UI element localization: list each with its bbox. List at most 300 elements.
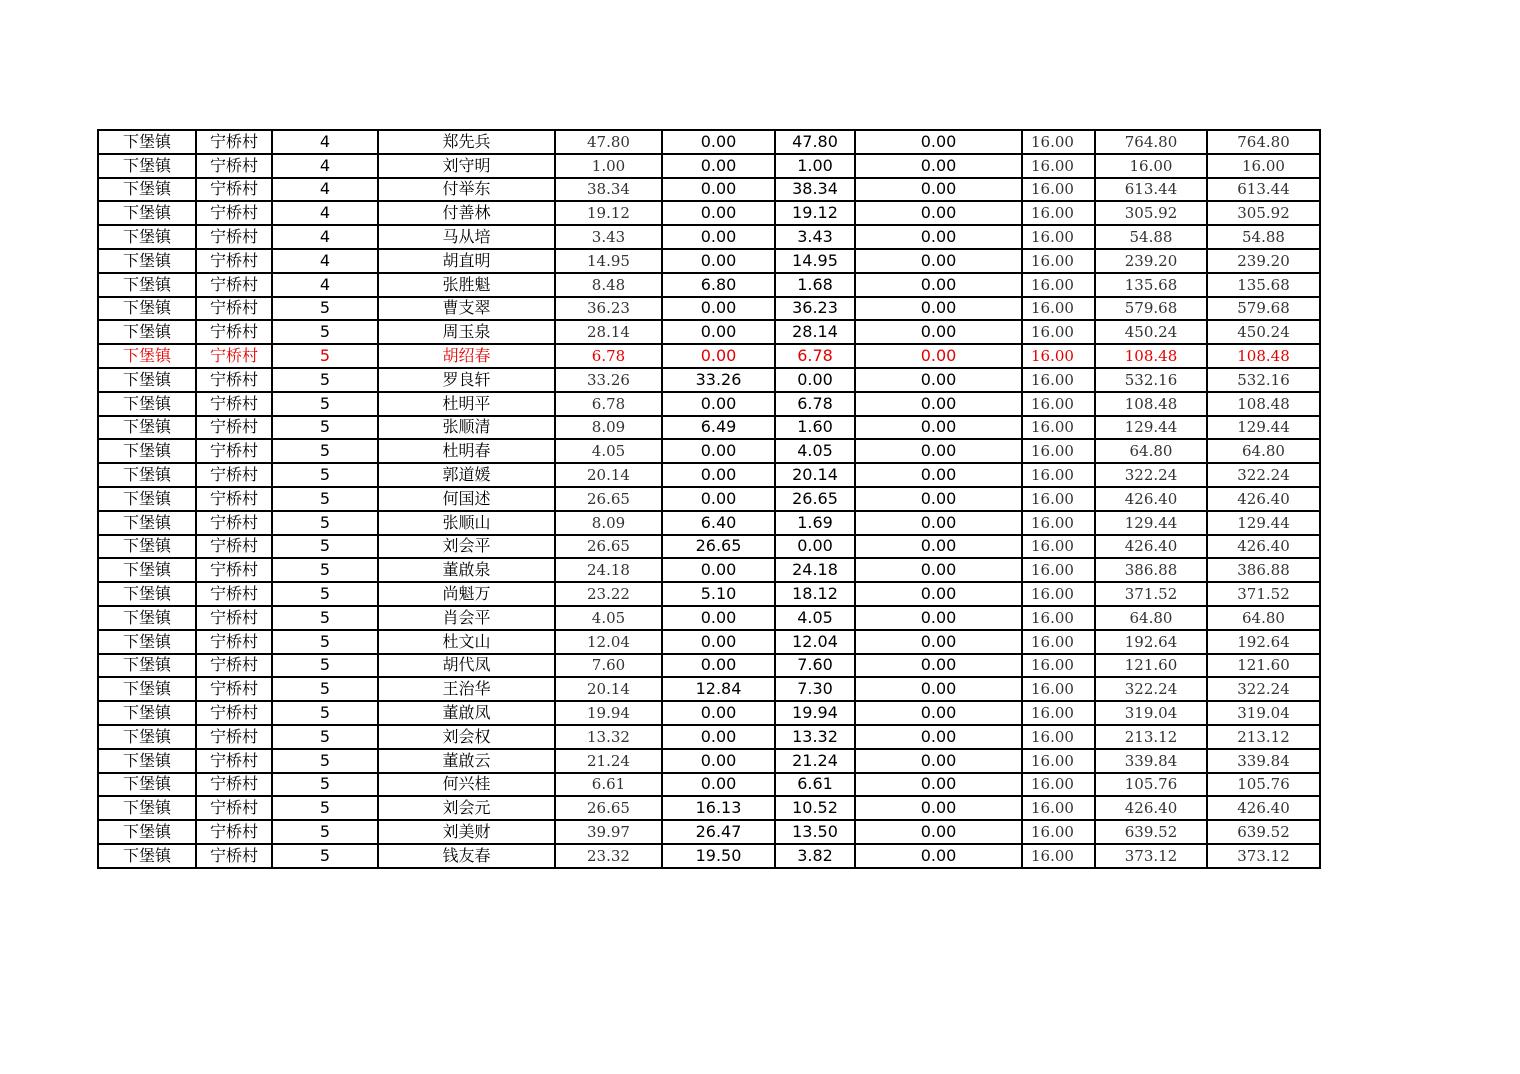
cell-area: 28.14	[555, 320, 662, 344]
cell-village: 宁桥村	[196, 487, 272, 511]
cell-amount: 613.44	[1095, 178, 1207, 202]
cell-area: 47.80	[555, 130, 662, 154]
table-row	[98, 582, 1320, 606]
cell-col-c: 0.00	[855, 416, 1022, 440]
cell-total: 108.48	[1207, 344, 1320, 368]
cell-rate: 16.00	[1022, 820, 1095, 844]
cell-area: 23.22	[555, 582, 662, 606]
table-row	[98, 344, 1320, 368]
cell-col-a: 0.00	[662, 654, 775, 678]
table-row	[98, 796, 1320, 820]
cell-rate: 16.00	[1022, 225, 1095, 249]
cell-name: 胡绍春	[378, 344, 555, 368]
cell-town: 下堡镇	[98, 844, 196, 868]
cell-col-c: 0.00	[855, 439, 1022, 463]
cell-village: 宁桥村	[196, 201, 272, 225]
cell-col-a: 0.00	[662, 749, 775, 773]
cell-name: 马从培	[378, 225, 555, 249]
cell-group: 5	[272, 511, 378, 535]
cell-town: 下堡镇	[98, 201, 196, 225]
cell-amount: 386.88	[1095, 558, 1207, 582]
cell-total: 64.80	[1207, 606, 1320, 630]
cell-area: 21.24	[555, 749, 662, 773]
cell-area: 4.05	[555, 439, 662, 463]
cell-town: 下堡镇	[98, 130, 196, 154]
cell-area: 6.78	[555, 392, 662, 416]
cell-col-b: 3.82	[775, 844, 855, 868]
cell-col-c: 0.00	[855, 154, 1022, 178]
cell-area: 33.26	[555, 368, 662, 392]
cell-village: 宁桥村	[196, 416, 272, 440]
cell-name: 董啟凤	[378, 701, 555, 725]
cell-area: 39.97	[555, 820, 662, 844]
cell-name: 肖会平	[378, 606, 555, 630]
cell-area: 19.12	[555, 201, 662, 225]
cell-group: 5	[272, 463, 378, 487]
cell-group: 5	[272, 297, 378, 321]
cell-group: 5	[272, 820, 378, 844]
cell-village: 宁桥村	[196, 558, 272, 582]
cell-amount: 135.68	[1095, 273, 1207, 297]
cell-village: 宁桥村	[196, 796, 272, 820]
cell-group: 5	[272, 725, 378, 749]
cell-name: 胡直明	[378, 249, 555, 273]
cell-village: 宁桥村	[196, 749, 272, 773]
cell-total: 239.20	[1207, 249, 1320, 273]
cell-town: 下堡镇	[98, 606, 196, 630]
cell-name: 胡代凤	[378, 654, 555, 678]
cell-total: 613.44	[1207, 178, 1320, 202]
cell-village: 宁桥村	[196, 154, 272, 178]
cell-rate: 16.00	[1022, 178, 1095, 202]
cell-name: 王治华	[378, 677, 555, 701]
cell-name: 付举东	[378, 178, 555, 202]
cell-group: 4	[272, 249, 378, 273]
cell-col-c: 0.00	[855, 820, 1022, 844]
cell-area: 3.43	[555, 225, 662, 249]
cell-group: 4	[272, 130, 378, 154]
cell-name: 钱友春	[378, 844, 555, 868]
cell-area: 8.48	[555, 273, 662, 297]
cell-total: 129.44	[1207, 511, 1320, 535]
table-row	[98, 320, 1320, 344]
cell-col-a: 0.00	[662, 297, 775, 321]
table-row	[98, 820, 1320, 844]
cell-col-b: 36.23	[775, 297, 855, 321]
cell-village: 宁桥村	[196, 844, 272, 868]
cell-town: 下堡镇	[98, 463, 196, 487]
cell-rate: 16.00	[1022, 320, 1095, 344]
cell-col-c: 0.00	[855, 463, 1022, 487]
cell-village: 宁桥村	[196, 439, 272, 463]
cell-group: 5	[272, 749, 378, 773]
cell-group: 5	[272, 487, 378, 511]
cell-group: 4	[272, 178, 378, 202]
cell-col-a: 0.00	[662, 201, 775, 225]
cell-amount: 105.76	[1095, 773, 1207, 797]
cell-total: 322.24	[1207, 463, 1320, 487]
cell-village: 宁桥村	[196, 606, 272, 630]
cell-group: 5	[272, 416, 378, 440]
cell-col-b: 12.04	[775, 630, 855, 654]
cell-col-a: 0.00	[662, 701, 775, 725]
cell-total: 426.40	[1207, 796, 1320, 820]
cell-town: 下堡镇	[98, 225, 196, 249]
cell-name: 张顺清	[378, 416, 555, 440]
cell-col-a: 0.00	[662, 773, 775, 797]
cell-name: 杜明春	[378, 439, 555, 463]
cell-amount: 532.16	[1095, 368, 1207, 392]
cell-amount: 339.84	[1095, 749, 1207, 773]
cell-area: 23.32	[555, 844, 662, 868]
cell-col-c: 0.00	[855, 368, 1022, 392]
cell-group: 5	[272, 796, 378, 820]
cell-col-b: 13.32	[775, 725, 855, 749]
cell-col-a: 0.00	[662, 606, 775, 630]
cell-rate: 16.00	[1022, 463, 1095, 487]
cell-town: 下堡镇	[98, 439, 196, 463]
cell-area: 26.65	[555, 487, 662, 511]
cell-rate: 16.00	[1022, 368, 1095, 392]
cell-name: 刘守明	[378, 154, 555, 178]
cell-village: 宁桥村	[196, 511, 272, 535]
cell-group: 5	[272, 320, 378, 344]
cell-total: 339.84	[1207, 749, 1320, 773]
cell-col-a: 0.00	[662, 463, 775, 487]
cell-col-b: 6.78	[775, 344, 855, 368]
cell-col-b: 1.00	[775, 154, 855, 178]
cell-col-c: 0.00	[855, 630, 1022, 654]
cell-amount: 108.48	[1095, 344, 1207, 368]
cell-area: 24.18	[555, 558, 662, 582]
cell-amount: 108.48	[1095, 392, 1207, 416]
cell-total: 322.24	[1207, 677, 1320, 701]
cell-total: 532.16	[1207, 368, 1320, 392]
cell-col-a: 0.00	[662, 178, 775, 202]
cell-village: 宁桥村	[196, 582, 272, 606]
cell-amount: 121.60	[1095, 654, 1207, 678]
cell-amount: 450.24	[1095, 320, 1207, 344]
table-row	[98, 154, 1320, 178]
cell-col-a: 19.50	[662, 844, 775, 868]
cell-rate: 16.00	[1022, 130, 1095, 154]
cell-group: 5	[272, 606, 378, 630]
cell-amount: 639.52	[1095, 820, 1207, 844]
cell-col-c: 0.00	[855, 582, 1022, 606]
table-row	[98, 439, 1320, 463]
cell-col-a: 0.00	[662, 154, 775, 178]
cell-col-b: 19.94	[775, 701, 855, 725]
cell-rate: 16.00	[1022, 344, 1095, 368]
cell-col-c: 0.00	[855, 844, 1022, 868]
cell-town: 下堡镇	[98, 392, 196, 416]
cell-col-a: 0.00	[662, 630, 775, 654]
cell-col-c: 0.00	[855, 558, 1022, 582]
cell-total: 764.80	[1207, 130, 1320, 154]
cell-group: 5	[272, 368, 378, 392]
cell-town: 下堡镇	[98, 701, 196, 725]
cell-col-c: 0.00	[855, 320, 1022, 344]
cell-area: 1.00	[555, 154, 662, 178]
cell-col-a: 0.00	[662, 225, 775, 249]
cell-group: 4	[272, 273, 378, 297]
cell-group: 5	[272, 773, 378, 797]
cell-area: 14.95	[555, 249, 662, 273]
table-row	[98, 558, 1320, 582]
cell-col-b: 13.50	[775, 820, 855, 844]
cell-total: 426.40	[1207, 535, 1320, 559]
cell-village: 宁桥村	[196, 463, 272, 487]
table-row	[98, 273, 1320, 297]
cell-total: 450.24	[1207, 320, 1320, 344]
table-body	[98, 130, 1320, 868]
cell-rate: 16.00	[1022, 249, 1095, 273]
cell-name: 罗良轩	[378, 368, 555, 392]
table-row	[98, 225, 1320, 249]
cell-town: 下堡镇	[98, 416, 196, 440]
cell-rate: 16.00	[1022, 487, 1095, 511]
cell-village: 宁桥村	[196, 725, 272, 749]
cell-town: 下堡镇	[98, 511, 196, 535]
cell-town: 下堡镇	[98, 582, 196, 606]
cell-rate: 16.00	[1022, 511, 1095, 535]
cell-amount: 764.80	[1095, 130, 1207, 154]
cell-col-c: 0.00	[855, 344, 1022, 368]
cell-name: 何兴桂	[378, 773, 555, 797]
cell-col-c: 0.00	[855, 677, 1022, 701]
cell-amount: 579.68	[1095, 297, 1207, 321]
cell-col-a: 0.00	[662, 487, 775, 511]
cell-col-b: 21.24	[775, 749, 855, 773]
cell-col-b: 7.30	[775, 677, 855, 701]
table-row	[98, 463, 1320, 487]
cell-rate: 16.00	[1022, 201, 1095, 225]
cell-col-a: 26.65	[662, 535, 775, 559]
cell-area: 12.04	[555, 630, 662, 654]
cell-group: 5	[272, 701, 378, 725]
cell-area: 6.61	[555, 773, 662, 797]
cell-group: 4	[272, 154, 378, 178]
cell-amount: 213.12	[1095, 725, 1207, 749]
cell-col-b: 7.60	[775, 654, 855, 678]
cell-col-c: 0.00	[855, 297, 1022, 321]
cell-area: 13.32	[555, 725, 662, 749]
cell-name: 郑先兵	[378, 130, 555, 154]
cell-total: 54.88	[1207, 225, 1320, 249]
cell-name: 何国述	[378, 487, 555, 511]
cell-amount: 305.92	[1095, 201, 1207, 225]
table-row	[98, 178, 1320, 202]
cell-amount: 322.24	[1095, 677, 1207, 701]
cell-rate: 16.00	[1022, 439, 1095, 463]
cell-name: 张顺山	[378, 511, 555, 535]
cell-col-b: 10.52	[775, 796, 855, 820]
cell-area: 8.09	[555, 416, 662, 440]
cell-amount: 64.80	[1095, 439, 1207, 463]
cell-col-b: 24.18	[775, 558, 855, 582]
cell-village: 宁桥村	[196, 820, 272, 844]
cell-rate: 16.00	[1022, 677, 1095, 701]
cell-col-c: 0.00	[855, 701, 1022, 725]
cell-village: 宁桥村	[196, 320, 272, 344]
cell-area: 8.09	[555, 511, 662, 535]
cell-amount: 54.88	[1095, 225, 1207, 249]
cell-rate: 16.00	[1022, 297, 1095, 321]
cell-town: 下堡镇	[98, 249, 196, 273]
cell-town: 下堡镇	[98, 487, 196, 511]
cell-amount: 192.64	[1095, 630, 1207, 654]
cell-col-b: 38.34	[775, 178, 855, 202]
cell-area: 36.23	[555, 297, 662, 321]
cell-total: 16.00	[1207, 154, 1320, 178]
cell-col-b: 1.69	[775, 511, 855, 535]
cell-area: 26.65	[555, 796, 662, 820]
cell-col-a: 0.00	[662, 558, 775, 582]
cell-total: 108.48	[1207, 392, 1320, 416]
cell-town: 下堡镇	[98, 773, 196, 797]
cell-col-c: 0.00	[855, 773, 1022, 797]
cell-rate: 16.00	[1022, 392, 1095, 416]
cell-town: 下堡镇	[98, 178, 196, 202]
cell-rate: 16.00	[1022, 535, 1095, 559]
cell-col-c: 0.00	[855, 249, 1022, 273]
cell-col-a: 0.00	[662, 130, 775, 154]
cell-total: 319.04	[1207, 701, 1320, 725]
cell-col-b: 28.14	[775, 320, 855, 344]
cell-group: 5	[272, 844, 378, 868]
table-row	[98, 249, 1320, 273]
cell-col-c: 0.00	[855, 487, 1022, 511]
cell-col-c: 0.00	[855, 796, 1022, 820]
cell-total: 64.80	[1207, 439, 1320, 463]
cell-amount: 239.20	[1095, 249, 1207, 273]
cell-total: 213.12	[1207, 725, 1320, 749]
cell-group: 5	[272, 439, 378, 463]
cell-amount: 373.12	[1095, 844, 1207, 868]
cell-name: 曹支翠	[378, 297, 555, 321]
cell-total: 305.92	[1207, 201, 1320, 225]
cell-town: 下堡镇	[98, 677, 196, 701]
cell-name: 郭道媛	[378, 463, 555, 487]
cell-total: 373.12	[1207, 844, 1320, 868]
cell-name: 杜文山	[378, 630, 555, 654]
cell-col-a: 33.26	[662, 368, 775, 392]
table-row	[98, 701, 1320, 725]
cell-town: 下堡镇	[98, 820, 196, 844]
cell-rate: 16.00	[1022, 582, 1095, 606]
cell-name: 刘会平	[378, 535, 555, 559]
cell-col-b: 26.65	[775, 487, 855, 511]
cell-name: 刘美财	[378, 820, 555, 844]
cell-village: 宁桥村	[196, 535, 272, 559]
table-row	[98, 487, 1320, 511]
cell-col-c: 0.00	[855, 130, 1022, 154]
cell-name: 杜明平	[378, 392, 555, 416]
cell-name: 董啟云	[378, 749, 555, 773]
cell-group: 5	[272, 582, 378, 606]
cell-col-a: 0.00	[662, 249, 775, 273]
cell-col-c: 0.00	[855, 392, 1022, 416]
cell-col-b: 20.14	[775, 463, 855, 487]
cell-town: 下堡镇	[98, 630, 196, 654]
cell-amount: 426.40	[1095, 796, 1207, 820]
cell-amount: 426.40	[1095, 487, 1207, 511]
table-row	[98, 297, 1320, 321]
cell-village: 宁桥村	[196, 773, 272, 797]
cell-col-c: 0.00	[855, 511, 1022, 535]
cell-col-b: 6.78	[775, 392, 855, 416]
cell-town: 下堡镇	[98, 344, 196, 368]
cell-col-a: 6.40	[662, 511, 775, 535]
cell-name: 张胜魁	[378, 273, 555, 297]
cell-rate: 16.00	[1022, 725, 1095, 749]
cell-col-c: 0.00	[855, 273, 1022, 297]
cell-rate: 16.00	[1022, 154, 1095, 178]
cell-village: 宁桥村	[196, 249, 272, 273]
cell-town: 下堡镇	[98, 725, 196, 749]
cell-village: 宁桥村	[196, 225, 272, 249]
cell-amount: 129.44	[1095, 416, 1207, 440]
cell-area: 26.65	[555, 535, 662, 559]
cell-village: 宁桥村	[196, 178, 272, 202]
cell-group: 5	[272, 535, 378, 559]
cell-col-b: 3.43	[775, 225, 855, 249]
cell-name: 刘会权	[378, 725, 555, 749]
cell-col-c: 0.00	[855, 201, 1022, 225]
cell-col-b: 47.80	[775, 130, 855, 154]
table-row	[98, 130, 1320, 154]
cell-col-c: 0.00	[855, 654, 1022, 678]
cell-col-b: 4.05	[775, 606, 855, 630]
cell-town: 下堡镇	[98, 368, 196, 392]
cell-col-c: 0.00	[855, 725, 1022, 749]
cell-amount: 319.04	[1095, 701, 1207, 725]
cell-area: 6.78	[555, 344, 662, 368]
cell-town: 下堡镇	[98, 320, 196, 344]
table-row	[98, 368, 1320, 392]
data-table	[97, 129, 1321, 869]
cell-area: 4.05	[555, 606, 662, 630]
cell-col-a: 6.49	[662, 416, 775, 440]
cell-rate: 16.00	[1022, 630, 1095, 654]
table-row	[98, 630, 1320, 654]
cell-total: 426.40	[1207, 487, 1320, 511]
cell-total: 135.68	[1207, 273, 1320, 297]
cell-rate: 16.00	[1022, 416, 1095, 440]
cell-rate: 16.00	[1022, 749, 1095, 773]
cell-area: 7.60	[555, 654, 662, 678]
cell-rate: 16.00	[1022, 796, 1095, 820]
cell-area: 20.14	[555, 677, 662, 701]
cell-rate: 16.00	[1022, 701, 1095, 725]
cell-group: 5	[272, 344, 378, 368]
cell-village: 宁桥村	[196, 273, 272, 297]
cell-amount: 322.24	[1095, 463, 1207, 487]
cell-group: 5	[272, 392, 378, 416]
cell-total: 105.76	[1207, 773, 1320, 797]
cell-group: 5	[272, 654, 378, 678]
cell-village: 宁桥村	[196, 677, 272, 701]
cell-col-a: 12.84	[662, 677, 775, 701]
table-row	[98, 844, 1320, 868]
cell-col-a: 0.00	[662, 344, 775, 368]
cell-area: 20.14	[555, 463, 662, 487]
cell-town: 下堡镇	[98, 558, 196, 582]
table-row	[98, 606, 1320, 630]
cell-total: 371.52	[1207, 582, 1320, 606]
table-row	[98, 416, 1320, 440]
cell-name: 刘会元	[378, 796, 555, 820]
